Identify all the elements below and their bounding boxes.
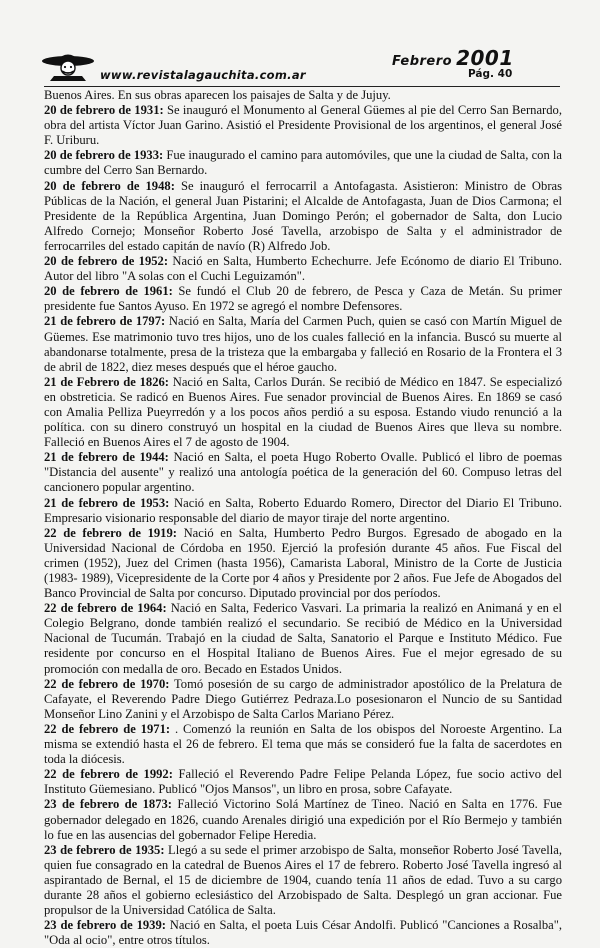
chronology-entry xyxy=(44,677,562,722)
entry-date: 22 de febrero de 1964: xyxy=(44,601,167,616)
issue-month: Febrero xyxy=(392,54,453,69)
chronology-entry xyxy=(44,797,562,842)
issue-date xyxy=(392,46,514,70)
entry-date: 22 de febrero de 1992: xyxy=(44,767,173,782)
header-rule xyxy=(44,86,560,87)
chronology-entry xyxy=(44,314,562,374)
chronology-entry xyxy=(44,767,562,797)
page-header xyxy=(0,0,600,92)
chronology-entry xyxy=(44,601,562,676)
entry-text: Nació en Salta, Carlos Durán. Se recibió de Médico en 1847. Se especializó en obstreticia. Se radicó en Buenos Aires. Fue senador provincial de Buenos Aires. En 1869 se casó con Amalia Pelliza Pueyrredón y a los pocos años perdió a su esposa. Estando viudo renunció a la política. con su dinero construyó un hospital en la ciudad de Buenos Aires que lleva su nombre. Falleció en Buenos Aires el 7 de agosto de 1904. xyxy=(44,374,562,450)
entry-text: Fue inaugurado el camino para automóviles, que une la ciudad de Salta, con la cumbre del Cerro San Bernardo. xyxy=(44,148,563,178)
chronology-entry xyxy=(44,918,562,948)
entry-text: Se inauguró el Monumento al General Güemes al pie del Cerro San Bernardo, obra del artista Víctor Juan Garino. Asistió el Presidente Provisional de los argentinos, el general José F. Uriburu. xyxy=(44,103,562,148)
chronology-entry xyxy=(44,450,562,495)
entry-date: 21 de febrero de 1797: xyxy=(44,314,166,329)
entry-text: Nació en Salta, Federico Vasvari. La primaria la realizó en Animaná y en el Colegio Belgrano, donde también realizó el secundario. Se recibió de Médico en la Universidad Nacional de Tucumán. Trabajó en la ciudad de Salta, Sanatorio el Parque e Instituto Médico. Fue residente por concurso en el Hospital Italiano de Buenos Aires. Fue el mejor egresado de su promoción con medalla de oro. Becado en Estados Unidos. xyxy=(44,601,562,676)
entry-date: 21 de Febrero de 1826: xyxy=(44,374,169,389)
entry-text: . Comenzó la reunión en Salta de los obispos del Noroeste Argentino. La misma se extendió hasta el 26 de febrero. El tema que más se consideró fue la falta de sacerdotes en toda la diócesis. xyxy=(44,721,563,767)
chronology-entry xyxy=(44,843,562,918)
entry-text: Llegó a su sede el primer arzobispo de Salta, monseñor Roberto José Tavella, quien fue consagrado en la catedral de Buenos Aires el 17 de febrero. Roberto José Tavella ingresó al aspirantado de Bernal, el 15 de diciembre de 1904, cuando tenía 11 años de edad. Tuvo a su cargo durante 28 años el gobierno eclesiástico del Arzobispado de Salta. Desplegó un gran accionar. Fue propulsor de la Universidad Católica de Salta. xyxy=(44,842,562,918)
entry-text: Tomó posesión de su cargo de administrador apostólico de la Prelatura de Cafayate, el Reverendo Padre Diego Gutiérrez Pedraza.Lo posesionaron el Nuncio de su Santidad Monseñor Lino Zanini y el Arzobispo de Salta Carlos Mariano Pérez. xyxy=(44,676,563,721)
entry-text: Nació en Salta, Humberto Echechurre. Jefe Ecónomo de diario El Tribuno. Autor del libro "A solas con el Cuchi Leguizamón". xyxy=(44,254,562,284)
chronology-entry xyxy=(44,148,562,178)
entry-date: 20 de febrero de 1961: xyxy=(44,284,173,299)
website-url: www.revistalagauchita.com.ar xyxy=(100,68,306,82)
entry-list xyxy=(44,103,562,948)
entry-text: Nació en Salta, el poeta Hugo Roberto Ovalle. Publicó el libro de poemas "Distancia del ausente" y realizó una antología poética de la generación del 60. Compuso letras del cancionero popular argentino. xyxy=(44,450,562,495)
chronology-entry xyxy=(44,722,562,767)
entry-date: 21 de febrero de 1953: xyxy=(44,495,170,510)
chronology-entry xyxy=(44,496,562,526)
gaucho-logo-icon xyxy=(40,50,96,82)
entry-text: Falleció Victorino Solá Martínez de Tineo. Nació en Salta en 1776. Fue gobernador delegado en 1826, cuando Arenales dirigió una expedición por el Río Bermejo y también lo fue en las ausencias del gobernador Felipe Heredia. xyxy=(44,797,562,842)
entry-date: 20 de febrero de 1952: xyxy=(44,254,169,269)
chronology-entry xyxy=(44,375,562,450)
entry-date: 20 de febrero de 1931: xyxy=(44,103,164,118)
chronology-entry xyxy=(44,179,562,254)
page-number: Pág. 40 xyxy=(468,68,513,80)
entry-date: 23 de febrero de 1935: xyxy=(44,842,165,857)
entry-date: 23 de febrero de 1873: xyxy=(44,797,172,812)
entry-date: 22 de febrero de 1971: xyxy=(44,721,171,736)
entry-date: 20 de febrero de 1948: xyxy=(44,178,175,193)
entry-text: Nació en Salta, Humberto Pedro Burgos. Egresado de abogado en la Universidad Nacional de Córdoba en 1950. Ejerció la profesión durante 45 años. Fue Fiscal del crimen (1952), Juez del Crimen (hasta 1956), Camarista Laboral, Ministro de la Corte de Justicia (1983- 1989), Vicepresidente de la Corte por 4 años y Presidente por 2 años. Fue Jefe de Abogados del Banco Provincial de Salta por concurso. Diputado provincial por dos períodos. xyxy=(44,525,562,601)
entry-date: 20 de febrero de 1933: xyxy=(44,148,164,163)
entry-text: Nació en Salta, María del Carmen Puch, quien se casó con Martín Miguel de Güemes. Ese matrimonio tuvo tres hijos, uno de los cuales falleció en la infancia. Buscó su muerte al abandonarse totalmente, presa de la tristeza que la embargaba y falleció en Rosario de la Frontera el 3 de abril de 1822, diez meses después que el héroe gaucho. xyxy=(44,314,562,374)
entry-date: 22 de febrero de 1919: xyxy=(44,525,177,540)
entry-text: Nació en Salta, el poeta Luis César Andolfi. Publicó "Canciones a Rosalba", "Oda al ocio", entre otros títulos. xyxy=(44,918,562,948)
entry-text: Falleció el Reverendo Padre Felipe Pelanda López, fue socio activo del Instituto Güemesiano. Publicó "Ojos Mansos", un libro en prosa, sobre Cafayate. xyxy=(44,767,562,797)
intro-line: Buenos Aires. En sus obras aparecen los paisajes de Salta y de Jujuy. xyxy=(44,88,391,102)
entry-date: 23 de febrero de 1939: xyxy=(44,918,166,933)
chronology-entry xyxy=(44,526,562,601)
chronology-entry xyxy=(44,103,562,148)
article-body xyxy=(44,88,562,948)
chronology-entry xyxy=(44,254,562,284)
entry-text: Se fundó el Club 20 de febrero, de Pesca y Caza de Metán. Su primer presidente fue Santos Ayuso. En 1972 se agregó el nombre Defensores. xyxy=(44,284,563,314)
chronology-entry xyxy=(44,284,562,314)
entry-date: 21 de febrero de 1944: xyxy=(44,450,169,465)
issue-year: 2001 xyxy=(456,46,514,70)
entry-text: Nació en Salta, Roberto Eduardo Romero, Director del Diario El Tribuno. Empresario visionario responsable del diario de mayor tiraje del norte argentino. xyxy=(44,495,562,525)
entry-text: Se inauguró el ferrocarril a Antofagasta. Asistieron: Ministro de Obras Públicas de la Nación, el general Juan Pistarini; el Alcalde de Antofagasta, Juan de Dios Carmona; el Presidente de la República Argentina, Juan Domingo Perón; el gobernador de Salta, don Lucio Alfredo Cornejo; Monseñor Roberto José Tavella, arzobispo de Salta y el administrador de ferrocarriles del estado capitán de navío (R) Alfredo Job. xyxy=(44,178,562,253)
entry-date: 22 de febrero de 1970: xyxy=(44,676,170,691)
